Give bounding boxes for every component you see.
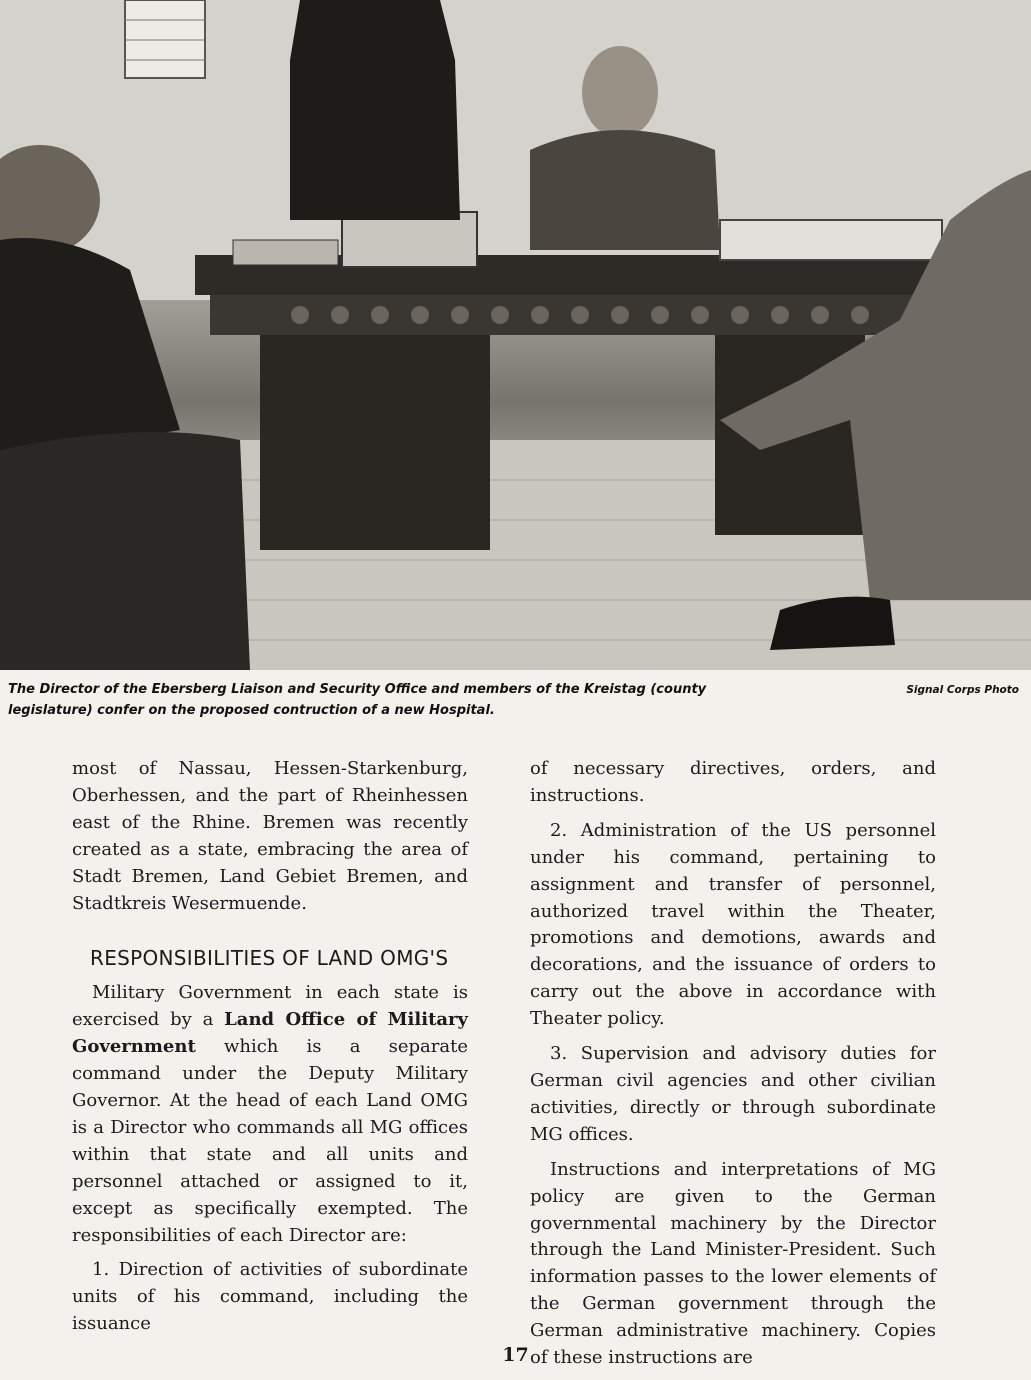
photograph xyxy=(0,0,1031,670)
left-paragraph-2-lead: Military Government in each state is exercised by a xyxy=(72,982,468,1031)
right-column xyxy=(530,756,936,1372)
section-heading: RESPONSIBILITIES OF LAND OMG'S xyxy=(90,946,449,971)
left-paragraph-3: 1. Direction of activities of subordinate units of his command, including the issuance xyxy=(72,1259,468,1335)
page-number: 17 xyxy=(502,1344,529,1366)
right-paragraph-3: 3. Supervision and advisory duties for German civil agencies and other civilian activities, directly or through subordinate MG offices. xyxy=(530,1043,936,1145)
right-paragraph-4: Instructions and interpretations of MG policy are given to the German governmental machinery by the Director through the Land Minister-President. Such information passes to the lower elements of the German government through the German administrative machinery. Copies of these instructions are xyxy=(530,1158,936,1369)
left-paragraph-1: most of Nassau, Hessen-Starkenburg, Oberhessen, and the part of Rheinhessen east of the Rhine. Bremen was recently created as a state, embracing the area of Stadt Bremen, Land Gebiet Bremen, and Stadtkreis Wesermuende. xyxy=(72,758,468,914)
right-paragraph-1: of necessary directives, orders, and instructions. xyxy=(530,758,936,806)
left-paragraph-2 xyxy=(72,980,468,1249)
left-paragraph-2-rest: which is a separate command under the Deputy Military Governor. At the head of each Land OMG is a Director who commands all MG offices within that state and all units and personnel attached or assigned to it, except as specifically exempted. The responsibilities of each Director are: xyxy=(72,1036,468,1246)
photo-illustration xyxy=(0,0,1031,670)
land-office-term: Land Office of Military Government xyxy=(72,1009,468,1058)
photo-caption: The Director of the Ebersberg Liaison and Security Office and members of the Kreistag (county legislature) confer on the proposed contruction of a new Hospital. xyxy=(8,682,707,718)
photo-credit: Signal Corps Photo xyxy=(906,684,1019,696)
right-paragraph-2: 2. Administration of the US personnel under his command, pertaining to assignment and transfer of personnel, authorized travel within the Theater, promotions and demotions, awards and decorations, and the issuance of orders to carry out the above in accordance with Theater policy. xyxy=(530,819,936,1030)
left-column xyxy=(72,756,468,1338)
